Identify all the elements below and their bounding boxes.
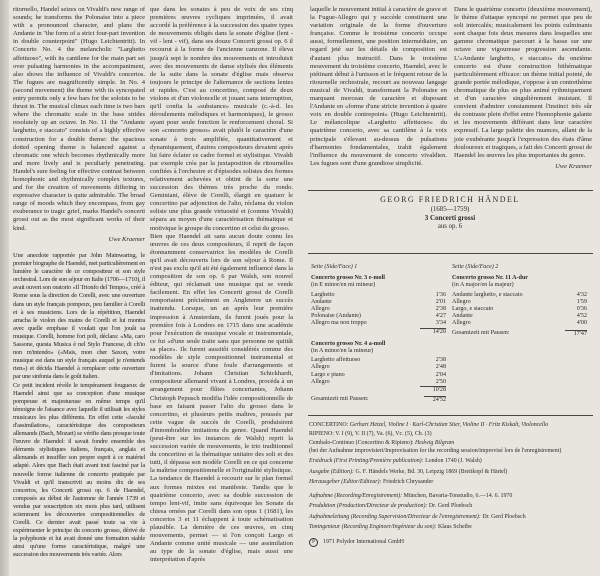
movement-title: Allegro	[452, 298, 471, 305]
movement-duration: 2'48	[435, 364, 446, 371]
total-duration: 17'47	[565, 330, 587, 338]
credit-value: Hedwig Bilgram	[415, 440, 455, 447]
concerto-name: Concerto grosso Nr. 4 a-moll	[311, 340, 386, 347]
movement-title: Larghetto affettuoso	[311, 357, 361, 364]
total-row	[311, 396, 446, 404]
recording-credit	[309, 493, 597, 500]
composer-dates: (1685—1759)	[430, 206, 470, 213]
french-paragraph: laquelle le mouvement initial à caractère de grave et la Fugue-Allegro qui y succède constituent une variation originale de la forme d'ouverture française. Comme le troisième concerto occupe aussi, formellement, une position intermédiaire, un regard jeté sur les détails de composition est d'autant plus instructif. Dans le troisième mouvement du troisième concerto, Haendel, avec le piétinant début à l'unisson et le fréquent retour de la ritournelle orchestrale, recourt au nouveau langage musical de Vivaldi, transformant la Polonaise en marquant morceau de caractère et disposant l'Andante en «forme d'une stricte invention à quatre voix en double contrepoint» (Hugo Leichtentritt). Le mélancolique «Larghetto affettuoso» du quatrième concerto, avec sa cantilène à la voix principale s'élevant au-dessus de pulsations d'harmonies fondamentales, trahit également l'influence du mouvement de concerto vivaldien. Les fugues sont d'une grandiose simplicité.	[310, 6, 447, 167]
french-text-column-4	[454, 6, 592, 171]
english-paragraph: ritornello, Handel seizes on Vivaldi's new range of sounds; he transforms the Polonaise into a piece with a pronounced character, and plans the Andante in "the form of a strict four-part invention in double counterpoint" (Hugo Leichtentritt). In Concerto No. 4 the melancholic "Larghetto affettuoso", with its cantilene for the main part set over pulsating harmonies in the accompaniment, also shows the influence of Vivaldi's concertos. The fugues are magnificently simple. In No. 4 (second movement) the theme with its syncopated entry permits only a few bars for the soloists to be thrust in. The musical climax each time is two bars where the chromatic scale in the bass strides resolutely up an octave. In No. 11 the "Andante larghetto, e staccato" consists of a highly effective construction for a double theme: the spacious dotted opening theme is balanced against a chromatic one which becomes rhythmically more and more lively and is peculiarly penetrating. Handel's sure feeling for effective contrast between homophonic and rhythmically complex textures, and for the creation of movements differing in expressive character is quite admirable. The broad range of moods which they encompass, from gay exuberance to tragic grief, marks Handel's concerti grossi out as the most significant works of their kind.	[13, 6, 145, 232]
english-signature: Uwe Kraemer	[108, 235, 145, 243]
credit-value: Gerhart Hetzel, Violine I · Karl-Christian Stier, Violine II · Fritz Kiskalt, Violoncello	[349, 422, 549, 428]
movement-row	[452, 313, 587, 320]
movement-row	[311, 357, 446, 364]
movement-duration: 2'01	[435, 298, 446, 305]
edition-credit	[309, 469, 597, 476]
french-paragraph: Bien que Haendel ait sans aucun doute connu les œuvres de ces deux compositeurs, il reprit de façon étonnamment conservatrice les modèles de Corelli qu'il avait découverts lors de son séjour à Rome. Il n'est pas exclu qu'il ait été également influencé dans la composition de son op. 6 par Walsh, son nouvel éditeur, qui réclamait une musique qui se vende facilement. En effet les Concerti grossi de Corelli remportaient précisément en Angleterre un succès inattendu. Lorsque, un an après leur première impression à Amsterdam, ils furent joués pour la première fois à Londres en 1715 dans une académie pour l'exécution de musique vocale et instrumentale, ce fut «d'une seule traite sans que personne ne quittât sa place». Ils furent aussitôt considérés comme des modèles de style compositionnel instrumental et furent la source d'une foule d'arrangements et d'imitations. Johann Christian Schickhardt, compositeur allemand vivant à Londres, procéda à un arrangement pour flûtes concertantes, Johann Christoph Pepusch modifia l'idée compositionnelle de base en faisant passer l'alto du grosso dans le concertino, et plusieurs petits maîtres, poussés par cette vague de succès de Corelli, produisirent d'innombrables imitations du genre. Quand Haendel (peut-être sur les instances de Walsh) reprit la succession variée de mouvements, le trio traditionnel du concertino et la thématique unitaire des soli et des tutti, il dépassa son modèle Corelli en ce qui concerne la maîtrise compositionnelle et l'originalité stylistique.	[150, 232, 293, 475]
divider	[308, 190, 593, 191]
credit-label: Cembalo-Continuo (Concertino & Ripieno):	[309, 440, 414, 447]
subtotal-duration: 10'28	[420, 386, 446, 394]
credit-value: Dr. Gerd Ploebsch	[482, 513, 526, 520]
movement-duration: 1'59	[576, 298, 587, 305]
credit-label: Produktion (Production/Directeur de production):	[309, 503, 428, 510]
credit-value: Friedrich Chrysander	[382, 479, 434, 486]
engineer-credit	[309, 524, 597, 531]
french-paragraph: que dans les sonates à peu de voix de ses cinq premières œuvres cycliques imprimées, il avait accordé la préférence à la succession des quatre types de mouvements obligés dans la sonate d'église (lent - vif - lent - vif), dans ses douze Concerti grossi op. 6 il recourut à la forme de l'ancienne canzone. Il éleva jusqu'à sept le nombre des mouvements et introduisit avec des mouvements de danse stylisés des éléments de la suite dans la sonate d'église mais observa toujours le principe de l'alternance de sections lentes et rapides. C'est au concertino, composé de deux violons et d'un violoncelle et jouant sans interruption, qu'il confia la «substance» musicale (c.-à-d. les déroulements mélodiques et harmoniques), le grosso ayant pour seule fonction le renforcement choral. Si son «concerto grosso» avait plutôt le caractère d'une sonate à trois amplifiée, quantitativement et dynamiquement, d'autres compositeurs devaient après lui faire éclater ce cadre formel et stylistique. Vivaldi par exemple créa par la juxtaposition de ritournelles confiées à l'orchestre et d'épisodes solistes des formes relativement achevées et obtint de la sorte une succession des thèmes très proche du rondo. Geminiani, élève de Corelli, élargit en quatuor le concertino par adjonction de l'alto, réclama du violon soliste une plus grande virtuosité et (comme Vivaldi) sépara au moyen d'une caractérisation thématique et motivique le groupe du concertino et celui du grosso.	[150, 6, 293, 232]
total-duration: 24'52	[424, 396, 446, 404]
movement-duration: 2'38	[435, 306, 446, 313]
credit-label: Herausgeber (Editor/Editeur):	[309, 479, 382, 486]
copyright-text: 1971 Polydor International GmbH	[323, 538, 404, 545]
movement-title: Allegro	[311, 306, 330, 313]
opus-label: aus op. 6	[437, 223, 463, 230]
first-print-credit	[309, 458, 597, 465]
concerto-name: Concerto grosso Nr. 3 e-moll	[311, 275, 385, 282]
movement-row	[452, 292, 587, 299]
concerto-key: (in A major/en la majeur)	[452, 282, 514, 289]
credit-value: Dr. Gerd Ploebsch	[428, 503, 473, 510]
ripieno-credit: RIPIENO: V. I (9), V. II (7), Va. (6), Vc. (5), Cb. (3)	[309, 431, 432, 438]
movement-row	[311, 379, 446, 386]
movement-title: Allegro	[311, 364, 330, 371]
movement-title: Allegro	[311, 378, 330, 385]
production-credit	[309, 503, 597, 510]
title-block	[308, 194, 592, 231]
movement-duration: 4'52	[576, 313, 587, 320]
credit-label: Toningenieur (Recording Engineer/Ingénieur du son):	[309, 524, 437, 531]
phonogram-copyright-icon: P	[309, 538, 318, 547]
credit-value: G. F. Händels Werke, Bd. 30, Leipzig 1869 (Breitkopf & Härtel)	[355, 468, 508, 475]
french-paragraph: Ce petit incident révèle le tempérament fougueux de Haendel ainsi que sa conception d'une musique pompeuse et majestueuse en même temps qu'il témoigne de l'aisance avec laquelle il utilisait les styles musicaux les plus différents. En effet cette «faculté d'assimilation», caractéristique des compositeurs allemands (Bach, Mozart) se vérifie dans presque toute l'œuvre de Haendel: il savait fondre ensemble des éléments stylistiques italiens, français, anglais et allemands et insuffler son propre esprit à ce matériel adapté. Alors que Bach était avant tout fasciné par la nouvelle forme italienne de concerto pratiquée par Vivaldi et qu'il transcrivit au moins dix de ses concertos, les Concerti grossi op. 6 de Haendel, composés au début de l'automne de l'année 1739 et vendus par souscription six mois plus tard, utilisent sciemment les découvertes compositionnelles de Corelli. Ce dernier avait passé toute sa vie à expérimenter le principe du concerto grosso, dérivé de la polyphonie et lui avait donné une formation stable ainsi qu'une forme caractéristique, malgré une succession des mouvements très variée. Alors	[13, 381, 145, 559]
movement-row	[452, 306, 587, 313]
subtotal-row	[311, 386, 446, 394]
movement-title: Andante	[452, 313, 473, 320]
credit-label: Aufnahme (Recording/Enregistrement):	[309, 492, 403, 499]
movement-title: Larghetto	[311, 291, 335, 298]
french-paragraph: Dans le quatrième concerto (deuxième mouvement), le thème d'attaque syncopé ne permet que peu de soli intercalés; musicalement les points culminants sont chaque fois deux mesures dans lesquelles une gamme chromatique parcourt à la basse sur une octave une vigoureuse progression ascendante. L'«Andante larghetto, e staccato» du onzième concerto est d'une construction bithématique particulièrement efficace: un thème initial pointé, de grande portée mélodique, s'oppose à un contrethème chromatique de plus en plus animé rythmiquement et d'un caractère singulièrement insistant. Il convient d'admirer constamment l'instinct très sûr du contraste plein d'effet entre l'homophonie galante et les mouvements différant dans leur caractère expressif. La large palette des nuances, allant de la joie exubérante jusqu'à l'expression des états d'âme douloureux et tragiques, a fait des Concerti grossi de Haendel les œuvres les plus importantes du genre.	[454, 6, 592, 159]
movement-duration: 2'04	[435, 371, 446, 378]
credit-label: CONCERTINO:	[309, 422, 349, 428]
total-row	[452, 330, 587, 338]
credit-label: Ausgabe (Edition):	[309, 468, 354, 475]
total-label: Gesamtzeit mit Pausen:	[311, 396, 369, 403]
movement-duration: 1'36	[435, 291, 446, 298]
movement-title: Allegro ma non troppo	[311, 320, 367, 327]
movement-row	[311, 313, 446, 320]
supervision-credit	[309, 514, 597, 521]
movement-row	[311, 292, 446, 299]
credit-note: (bei der Aufnahme improvisiert/Improvisation for the recording session/improvisé lors de l'enregistrement)	[309, 447, 562, 454]
movement-duration: 4'32	[576, 291, 587, 298]
english-text-column	[13, 6, 145, 244]
movement-row	[452, 320, 587, 327]
movement-duration: 0'36	[576, 306, 587, 313]
movement-title: Largo, e staccato	[452, 306, 494, 313]
cembalo-credit	[309, 440, 597, 454]
french-paragraph: La tendance de Haendel à recourir sur le plan formel aux formes mixtes est manifeste. Tandis que le quatrième concerto, avec sa double succession de tempo lent-vif, imite sans équivoque les Sonate da chiesa ornées par Corelli dans son opus 1 (1681), les concertos 3 et 11 échappent à toute schématisation plausible. La dernière de ces œuvres, en cinq mouvements, permet — si l'on conçoit Largo et Andante comme unité musicale — une assimilation au type de la sonate d'église, mais aussi une interprétation d'après	[150, 475, 293, 564]
movement-row	[311, 320, 446, 327]
movement-duration: 2'50	[435, 378, 446, 385]
movement-row	[452, 299, 587, 306]
movement-duration: 3'34	[435, 320, 446, 327]
french-text-column-2	[150, 6, 293, 564]
subtotal-row	[311, 328, 446, 336]
movement-title: Polonaise (Andante)	[311, 313, 361, 320]
side-label: Seite (Side/Face) 2	[452, 264, 499, 270]
credit-value: München, Bavaria-Tonstudio, 6.—14. 6. 1970	[403, 492, 513, 499]
side-2-listing	[452, 264, 587, 338]
page-binding-edge	[0, 0, 9, 576]
movement-title: Andante larghetto, e staccato	[452, 291, 523, 298]
credits-block	[309, 422, 597, 550]
movement-duration: 4'27	[435, 313, 446, 320]
french-signature: Uwe Kraemer	[555, 162, 592, 170]
concertino-credit	[309, 422, 597, 429]
total-label: Gesamtzeit mit Pausen:	[452, 329, 510, 336]
credit-label: Aufnahmeleitung (Recording Supervision/Directeur de l'enregistrement):	[309, 513, 481, 520]
movement-title: Andante	[311, 298, 332, 305]
credit-value: London 1740 (J. Walsh)	[425, 458, 482, 465]
credit-label: Erstdruck (First Printing/Première publication):	[309, 458, 424, 465]
movement-row	[311, 372, 446, 379]
french-text-column-1	[13, 252, 145, 560]
copyright-line	[309, 538, 597, 547]
side-label: Seite (Side/Face) 1	[311, 264, 358, 270]
french-paragraph: Une anecdote rapportée par John Mainwaring, le premier biographe de Haendel, met particulièrement en lumière le caractère de ce compositeur et son style orchestral. Lors de son séjour en Italie (1706—1710), il avait ouvert son oratorio «Il Trionfo del Tempo», créé à Rome sous la direction de Corelli, avec une ouverture dans un style français pompeux, peu familier à Corelli et à ses musiciens. Lors de la répétition, Haendel arracha le violon des mains de Corelli et lui montra avec quelle emphase il voulait que l'on jouât sa musique. Corelli, homme fort poli, déclara: «Ma, caro Sassone, questa Musica è nel Stylo Francese, di ch'io non m'intendo» («Mais, mon cher Saxon, votre musique est dans un style français auquel je n'entends rien») et décida Haendel à remplacer cette ouverture par une sinfonia dans le goût italien.	[13, 252, 145, 381]
movement-title: Allegro	[452, 320, 471, 327]
credit-value: Klaus Scheibe	[437, 524, 472, 531]
movement-row	[311, 299, 446, 306]
movement-title: Largo e piano	[311, 371, 345, 378]
editor-credit	[309, 479, 597, 486]
divider	[308, 415, 593, 416]
side-1-listing	[311, 264, 446, 404]
movement-duration: 4'00	[576, 320, 587, 327]
movement-row	[311, 364, 446, 371]
subtotal-duration: 14'20	[420, 328, 446, 336]
concerto-key: (in A minor/en la mineur)	[311, 348, 374, 355]
work-title: 3 Concerti grossi	[424, 214, 476, 222]
composer-name: GEORG FRIEDRICH HÄNDEL	[380, 195, 520, 204]
french-text-column-3	[310, 6, 447, 168]
concerto-key: (in E minor/en mi mineur)	[311, 282, 376, 289]
divider	[308, 253, 593, 254]
movement-duration: 2'38	[435, 357, 446, 364]
concerto-name: Concerto grosso Nr. 11 A-dur	[452, 275, 529, 282]
